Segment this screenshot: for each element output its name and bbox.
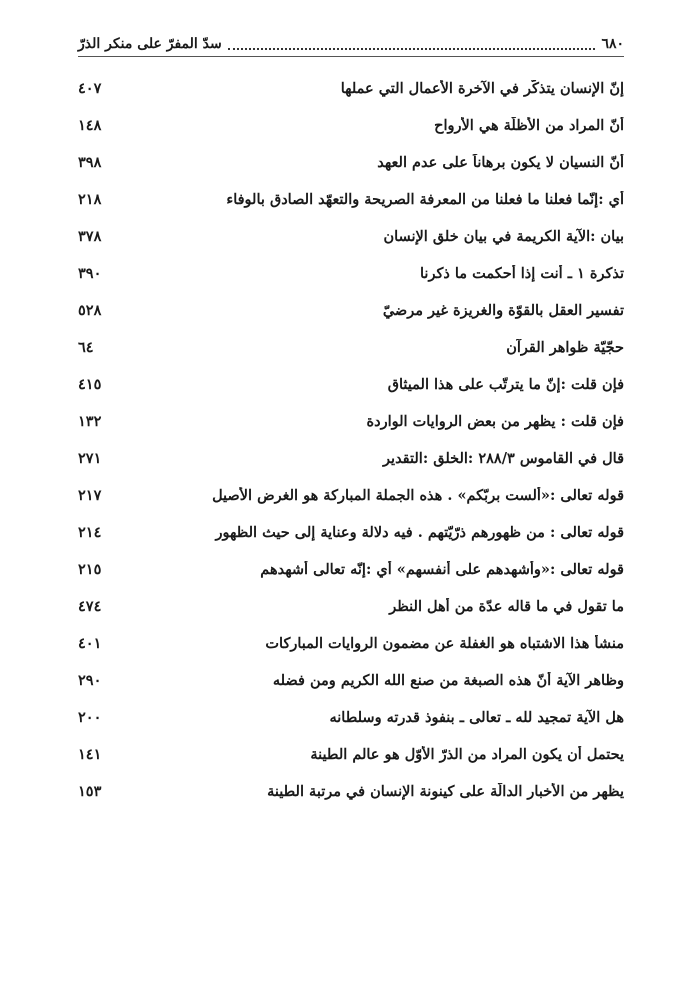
running-title: سدّ المفرّ على منكر الذرّ	[78, 36, 222, 52]
index-entry	[78, 514, 624, 551]
header-dot-leader	[228, 48, 596, 50]
entry-text: بيان :الآية الكريمة في بيان خلق الإنسان	[383, 228, 624, 245]
entry-page-number: ٢٩٠	[78, 672, 102, 689]
entry-page-number: ٢١٧	[78, 487, 102, 504]
index-entry	[78, 625, 624, 662]
entry-text: يحتمل أن يكون المراد من الذرّ الأوّل هو عالم الطينة	[310, 746, 624, 763]
index-entry	[78, 329, 624, 366]
entry-text: تفسير العقل بالقوّة والغريزة غير مرضيّ	[382, 302, 624, 319]
entry-text: فإن قلت : يظهر من بعض الروايات الواردة	[366, 413, 624, 430]
index-entry	[78, 699, 624, 736]
entry-page-number: ٤٠٧	[78, 80, 102, 97]
index-entry	[78, 366, 624, 403]
entry-text: فإن قلت :إنّ ما يترتّب على هذا الميثاق	[387, 376, 624, 393]
entry-page-number: ١٣٢	[78, 413, 102, 430]
entry-page-number: ٤١٥	[78, 376, 102, 393]
entry-text: منشأ هذا الاشتباه هو الغفلة عن مضمون الروايات المباركات	[265, 635, 624, 652]
entry-text: يظهر من الأخبار الدالّة على كينونة الإنسان في مرتبة الطينة	[267, 783, 624, 800]
index-entry	[78, 588, 624, 625]
entry-text: أنّ المراد من الأظلّة هي الأرواح	[434, 117, 624, 134]
entry-text: قال في القاموس ٢٨٨/٣ :الخلق :التقدير	[383, 450, 624, 467]
entry-page-number: ٦٤	[78, 339, 94, 356]
index-entry	[78, 70, 624, 107]
index-entry	[78, 292, 624, 329]
entry-text: قوله تعالى :«ألست بربّكم» . هذه الجملة المباركة هو الغرض الأصيل	[212, 487, 624, 504]
entry-text: وظاهر الآية أنّ هذه الصبغة من صنع الله الكريم ومن فضله	[272, 672, 624, 689]
entry-text: حجّيّة ظواهر القرآن	[506, 339, 624, 356]
index-entry	[78, 440, 624, 477]
entry-text: قوله تعالى :«وأشهدهم على أنفسهم» أي :إنّه تعالى أشهدهم	[260, 561, 624, 578]
entry-page-number: ١٥٣	[78, 783, 102, 800]
entry-page-number: ٤٠١	[78, 635, 102, 652]
entry-page-number: ٢١٥	[78, 561, 102, 578]
entry-page-number: ٣٩٠	[78, 265, 102, 282]
index-entry	[78, 773, 624, 810]
entry-text: قوله تعالى : من ظهورهم ذرّيّتهم . فيه دلالة وعناية إلى حيث الظهور	[215, 524, 624, 541]
entry-page-number: ٣٩٨	[78, 154, 102, 171]
entry-text: أنّ النسيان لا يكون برهاناً على عدم العهد	[377, 154, 624, 171]
entry-page-number: ٢٠٠	[78, 709, 102, 726]
index-entry	[78, 181, 624, 218]
entry-text: تذكرة ١ ـ أنت إذا أحكمت ما ذكرنا	[420, 265, 624, 282]
entry-page-number: ٢١٤	[78, 524, 102, 541]
header-rule	[78, 56, 624, 57]
index-entry	[78, 107, 624, 144]
index-entry	[78, 551, 624, 588]
entry-page-number: ٢١٨	[78, 191, 102, 208]
entry-page-number: ٢٧١	[78, 450, 102, 467]
index-list	[78, 70, 624, 810]
index-entry	[78, 255, 624, 292]
entry-text: ما تقول في ما قاله عدّة من أهل النظر	[389, 598, 624, 615]
index-entry	[78, 662, 624, 699]
entry-text: أي :إنّما فعلنا ما فعلنا من المعرفة الصريحة والتعهّد الصادق بالوفاء	[226, 191, 624, 208]
page-header	[78, 30, 624, 54]
index-entry	[78, 218, 624, 255]
entry-page-number: ٤٧٤	[78, 598, 102, 615]
entry-text: إنّ الإنسان يتذكّر في الآخرة الأعمال التي عملها	[340, 80, 624, 97]
entry-page-number: ٥٢٨	[78, 302, 102, 319]
index-entry	[78, 144, 624, 181]
entry-page-number: ١٤٨	[78, 117, 102, 134]
index-entry	[78, 477, 624, 514]
index-entry	[78, 403, 624, 440]
index-entry	[78, 736, 624, 773]
page-number: ٦٨٠	[601, 36, 624, 52]
entry-page-number: ١٤١	[78, 746, 102, 763]
entry-text: هل الآية تمجيد لله ـ تعالى ـ بنفوذ قدرته وسلطانه	[329, 709, 624, 726]
entry-page-number: ٣٧٨	[78, 228, 102, 245]
